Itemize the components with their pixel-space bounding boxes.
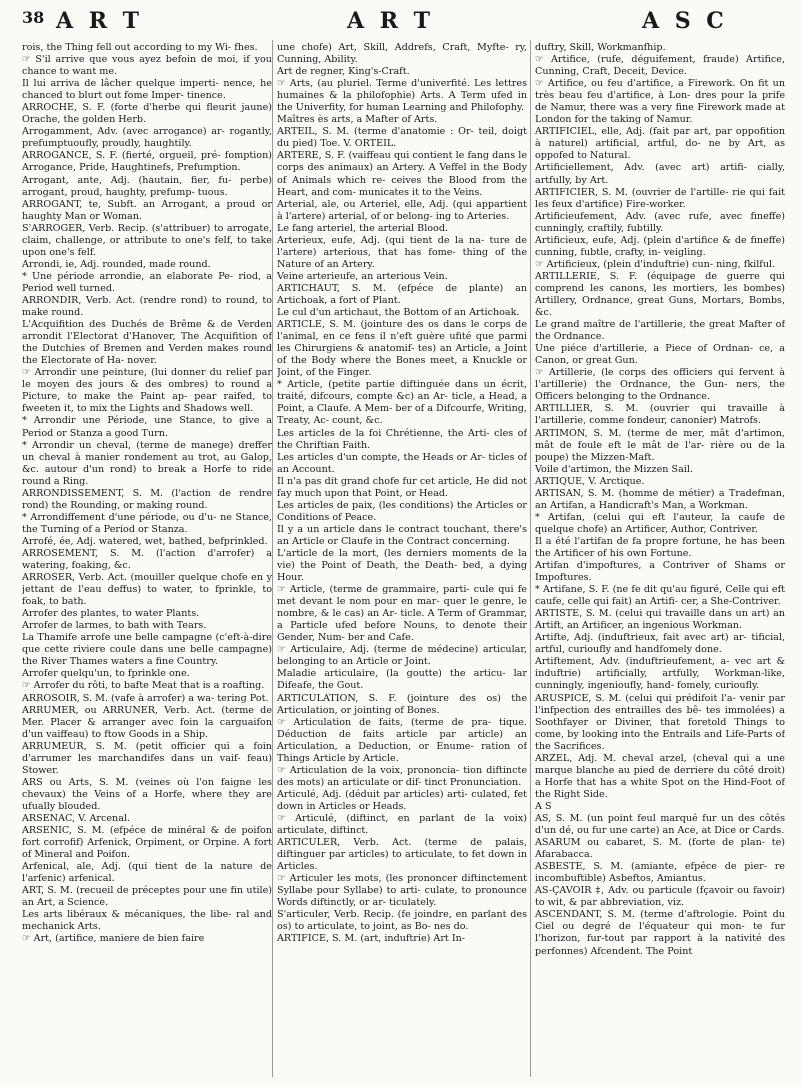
dictionary-entry: Artificieufement, Adv. (avec rufe, avec fineffe) cunningly, craftily, fubtilly. — [535, 210, 785, 234]
dictionary-entry: ☞ Arts, (au pluriel. Terme d'univerfité. Les lettres humaines & la philofophie) Arts. A Term ufed in the Univerfity, for human Learning and Philofophy. — [277, 78, 527, 114]
dictionary-entry: ARSENAC, V. Arcenal. — [22, 813, 131, 824]
dictionary-entry: Arterial, ale, ou Arteriel, elle, Adj. (qui appartient à l'artere) arterial, of or belong- ing to Arteries. — [277, 198, 527, 222]
page-number: 38 — [22, 8, 45, 27]
dictionary-entry: * Arrondir un cheval, (terme de manege) dreffer un cheval à manier rondement au trot, au Galop, &c. autour d'un rond) to break a Horfe to ride round a Ring. — [22, 439, 272, 487]
dictionary-entry: Il y a un article dans le contract touchant, there's an Article or Claufe in the Contract concerning. — [277, 523, 527, 547]
dictionary-entry: * Artifan, (celui qui eft l'auteur, la caufe de quelque chofe) an Artificer, Author, Contriver. — [535, 511, 785, 535]
dictionary-entry: ARTIMON, S. M. (terme de mer, mât d'artimon, mât de foule eft le mât de l'ar- rière ou de la poupe) the Mizzen-Maft. — [535, 427, 785, 463]
dictionary-entry: ARTERE, S. F. (vaiffeau qui contient le fang dans le corps des animaux) an Artery. A Veffel in the Body of Animals which re- ceives the Blood from the Heart, and com- municates it to the Veins. — [277, 150, 527, 198]
dictionary-entry: Art de regner, King's-Craft. — [277, 66, 410, 78]
dictionary-entry: Voile d'artimon, the Mizzen Sail. — [535, 463, 693, 475]
dictionary-entry: ARROGANCE, S. F. (fierté, orgueil, pré- fomption) Arrogance, Pride, Haughtinefs, Prefumption. — [22, 150, 272, 174]
column-divider — [272, 40, 273, 1077]
dictionary-entry: ☞ Articulaire, Adj. (terme de médecine) articular, belonging to an Article or Joint. — [277, 644, 527, 668]
dictionary-entry: ☞ Arrondir une peinture, (lui donner du relief par le moyen des jours & des ombres) to round a Picture, to make the Paint ap- pear raifed, to fweeten it, to mix the Lights and Shadows well. — [22, 367, 272, 415]
dictionary-entry: * Arrondir une Période, une Stance, to give a Period or Stanza a good Turn. — [22, 415, 272, 439]
dictionary-entry: ARROSEMENT, S. M. (l'action d'arrofer) a watering, foaking, &c. — [22, 547, 272, 572]
column-divider — [530, 40, 531, 1077]
dictionary-entry: Il a été l'artifan de fa propre fortune, he has been the Artificer of his own Fortune. — [535, 535, 785, 559]
dictionary-entry: ASBESTE, S. M. (amiante, efpéce de pier- re incombuftible) Asbeftos, Amiantus. — [535, 861, 785, 885]
dictionary-entry: Artiftement, Adv. (induftrieufement, a- vec art & induftrie) artificially, artfully, Workman-like, cunningly, ingenioufly, hand- fomely, curioufly. — [535, 656, 785, 692]
dictionary-entry: ARTIFICIER, S. M. (ouvrier de l'artille- rie qui fait les feux d'artifice) Fire-worker. — [535, 186, 785, 210]
dictionary-entry: ☞ Art, (artifice, maniere de bien faire — [22, 933, 205, 945]
dictionary-entry: * Une période arrondie, an elaborate Pe- riod, a Period well turned. — [22, 270, 272, 294]
dictionary-entry: ARTILLERIE, S. F. (équipage de guerre qui comprend les canons, les mortiers, les bombes) Artillery, Ordnance, great Guns, Mortars, Bombs, &c. — [535, 270, 785, 319]
dictionary-entry: L'article de la mort, (les derniers moments de la vie) the Point of Death, the Death- bed, a dying Hour. — [277, 547, 527, 584]
dictionary-entry: ART, S. M. (recueil de préceptes pour une fin utile) an Art, a Science. — [22, 885, 272, 909]
dictionary-entry: ARTICULER, Verb. Act. (terme de palais, diftinguer par articles) to articulate, to fet down in Articles. — [277, 837, 527, 873]
dictionary-entry: S'articuler, Verb. Recip. (fe joindre, en parlant des os) to articulate, to joint, as Bo- nes do. — [277, 909, 527, 933]
dictionary-entry: ☞ Arrofer du rôti, to bafte Meat that is a roafting. — [22, 680, 265, 692]
dictionary-entry: ARTICULATION, S. F. (jointure des os) the Articulation, or jointing of Bones. — [277, 692, 527, 716]
dictionary-entry: ARROCHE, S. F. (forte d'herbe qui fleurit jaune) Orache, the golden Herb. — [22, 102, 272, 126]
dictionary-entry: ARROGANT, te, Subft. an Arrogant, a proud or haughty Man or Woman. — [22, 198, 272, 222]
dictionary-entry: A S — [535, 800, 552, 812]
running-head-middle: A R T — [347, 8, 435, 34]
dictionary-entry: ARTEIL, S. M. (terme d'anatomie : Or- teil, doigt du pied) Toe. V. ORTEIL. — [277, 126, 527, 150]
dictionary-entry: ASCENDANT, S. M. (terme d'aftrologie. Point du Ciel ou degré de l'équateur qui mon- te fur l'horizon, fur-tout par rapport à la nativité des perfonnes) Afcendent. The Point — [535, 909, 785, 957]
dictionary-entry: Artifte, Adj. (induftrieux, fait avec art) ar- tificial, artful, curioufly and handfomely done. — [535, 632, 785, 656]
running-head-left: A R T — [56, 8, 144, 34]
dictionary-entry: ARTIQUE, V. Arctique. — [535, 475, 645, 487]
dictionary-entry: une chofe) Art, Skill, Addrefs, Craft, Myfte- ry, Cunning, Ability. — [277, 42, 527, 66]
dictionary-entry: ARTICLE, S. M. (jointure des os dans le corps de l'animal, en ce fens il n'eft guère ufité que parmi les Chirurgiens & anatomif- tes) an Article, a Joint of the Body where the Bones meet, a Knuckle or Joint, of the Finger. — [277, 319, 527, 379]
dictionary-entry: Les arts libéraux & mécaniques, the libe- ral and mechanick Arts. — [22, 909, 272, 933]
dictionary-entry: L'Acquifition des Duchés de Brême & de Verden arrondit l'Electorat d'Hanover, The Acquifition of the Dutchies of Bremen and Verden makes round the Electorate of Ha- nover. — [22, 319, 272, 367]
dictionary-entry: Arrogamment, Adv. (avec arrogance) ar- rogantly, prefumptuoufly, proudly, haughtily. — [22, 126, 272, 150]
dictionary-entry: * Article, (petite partie diftinguée dans un écrit, traité, difcours, compte &c) an Ar- ticle, a Head, a Point, a Claufe. A Mem- ber of a Difcourfe, Writing, Treaty, Ac- count, &c. — [277, 379, 527, 427]
column-3 — [535, 42, 785, 1081]
dictionary-entry: ☞ Artillerie, (le corps des officiers qui fervent à l'artillerie) the Ordnance, the Gun- ners, the Officers belonging to the Ordnance. — [535, 367, 785, 403]
dictionary-entry: S'ARROGER, Verb. Recip. (s'attribuer) to arrogate, claim, challenge, or attribute to one's felf, to take upon one's felf. — [22, 222, 272, 258]
dictionary-entry: AS-ÇAVOIR ‡, Adv. ou particule (fçavoir ou favoir) to wit, & par abbreviation, viz. — [535, 885, 785, 909]
dictionary-entry: ☞ Articuler les mots, (les prononcer diftinctement Syllabe pour Syllabe) to arti- culate, to pronounce Words diftinctly, or ar- ticulately. — [277, 873, 527, 909]
dictionary-entry: ARZEL, Adj. M. cheval arzel, (cheval qui a une marque blanche au pied de derriere du côté droit) a Horfe that has a white Spot on the Hind-Foot of the Right Side. — [535, 752, 785, 800]
dictionary-entry: Arrofer quelqu'un, to fprinkle one. — [22, 668, 190, 680]
dictionary-entry: ARROSOIR, S. M. (vafe à arrofer) a wa- tering Pot. — [22, 692, 269, 704]
dictionary-entry: Arrondi, ie, Adj. rounded, made round. — [22, 258, 211, 270]
dictionary-entry: Artifan d'impoftures, a Contriver of Shams or Impoftures. — [535, 560, 785, 584]
running-head-right: A S C — [642, 8, 728, 34]
dictionary-entry: ☞ Artifice, (rufe, déguifement, fraude) Artifice, Cunning, Craft, Deceit, Device. — [535, 54, 785, 78]
dictionary-entry: Arrofer des plantes, to water Plants. — [22, 608, 200, 620]
dictionary-entry: ARTIFICE, S. M. (art, induftrie) Art In- — [277, 933, 466, 945]
dictionary-entry: Arrofé, ée, Adj. watered, wet, bathed, befprinkled. — [22, 535, 268, 547]
dictionary-entry: La Thamife arrofe une belle campagne (c'eft-à-dire que cette riviere coule dans une belle campagne) the River Thames waters a fine Country. — [22, 632, 272, 668]
dictionary-entry: Arfenical, ale, Adj. (qui tient de la nature de l'arfenic) arfenical. — [22, 861, 272, 885]
dictionary-entry: ARSENIC, S. M. (efpéce de minéral & de poifon fort corrofif) Arfenick, Orpiment, or Orpine. A fort of Mineral and Poifon. — [22, 825, 272, 861]
dictionary-entry: ☞ Articulation de faits, (terme de pra- tique. Déduction de faits article par article) an Articulation, a Deduction, or Enume- ration of Things Article by Article. — [277, 716, 527, 764]
dictionary-entry: duftry, Skill, Workmanfhip. — [535, 42, 666, 53]
dictionary-entry: ARRONDIR, Verb. Act. (rendre rond) to round, to make round. — [22, 294, 272, 319]
dictionary-entry: Artificiellement, Adv. (avec art) artifi- cially, artfully, by Art. — [535, 162, 785, 186]
dictionary-entry: rois, the Thing fell out according to my Wi- fhes. — [22, 42, 258, 53]
dictionary-entry: ARTIFICIEL, elle, Adj. (fait par art, par oppofition à naturel) artificial, artful, do- ne by Art, as oppofed to Natural. — [535, 126, 785, 162]
dictionary-entry: Artificieux, eufe, Adj. (plein d'artifice & de fineffe) cunning, fubtle, crafty, in- veigling. — [535, 234, 785, 258]
dictionary-entry: Les articles de paix, (les conditions) the Articles or Conditions of Peace. — [277, 499, 527, 523]
dictionary-entry: Il lui arriva de lâcher quelque imperti- nence, he chanced to blurt out fome Imper- tinence. — [22, 78, 272, 102]
dictionary-entry: ARRUMER, ou ARRUNER, Verb. Act. (terme de Mer. Placer & arranger avec foin la carguaifon d'un vaiffeau) to ftow Goods in a Ship. — [22, 704, 272, 740]
dictionary-entry: ARRONDISSEMENT, S. M. (l'action de rendre rond) the Rounding, or making round. — [22, 487, 272, 511]
dictionary-entry: Les articles d'un compte, the Heads or Ar- ticles of an Account. — [277, 451, 527, 475]
dictionary-entry: Les articles de la foi Chrétienne, the Arti- cles of the Chriftian Faith. — [277, 427, 527, 451]
dictionary-entry: ARTISAN, S. M. (homme de métier) a Tradefman, an Artifan, a Handicraft's Man, a Workman. — [535, 487, 785, 511]
column-1 — [22, 42, 272, 1081]
dictionary-entry: Le grand maître de l'artillerie, the great Mafter of the Ordnance. — [535, 319, 785, 343]
dictionary-entry: Arrofer de larmes, to bath with Tears. — [22, 620, 207, 632]
dictionary-entry: AS, S. M. (un point feul marqué fur un des côtés d'un dé, ou fur une carte) an Ace, at Dice or Cards. — [535, 813, 785, 837]
dictionary-entry: Veine arterieufe, an arterious Vein. — [277, 270, 448, 282]
dictionary-entry: Maladie articulaire, (la goutte) the articu- lar Difeafe, the Gout. — [277, 668, 527, 692]
dictionary-entry: ☞ Articulation de la voix, prononcia- tion diftincte des mots) an articulate or dif- tinct Pronunciation. — [277, 764, 527, 788]
dictionary-entry: ARTILLIER, S. M. (ouvrier qui travaille à l'artillerie, comme fondeur, canonier) Matrofs. — [535, 403, 785, 427]
dictionary-entry: Il n'a pas dit grand chofe fur cet article, He did not fay much upon that Point, or Head. — [277, 475, 527, 499]
dictionary-entry: ☞ Artificieux, (plein d'induftrie) cun- ning, fkilful. — [535, 258, 776, 270]
dictionary-entry: ARS ou Arts, S. M. (veines où l'on faigne les chevaux) the Veins of a Horfe, where they are ufually blouded. — [22, 776, 272, 812]
column-2 — [277, 42, 527, 1081]
dictionary-entry: Arrogant, ante, Adj. (hautain, fier, fu- perbe) arrogant, proud, haughty, prefump- tuous. — [22, 174, 272, 198]
dictionary-entry: ☞ Articulé, (diftinct, en parlant de la voix) articulate, diftinct. — [277, 813, 527, 837]
dictionary-entry: Maîtres ès arts, a Mafter of Arts. — [277, 114, 438, 126]
dictionary-entry: Le fang arteriel, the arterial Blood. — [277, 222, 449, 234]
dictionary-entry: ARTISTE, S. M. (celui qui travaille dans un art) an Artift, an Artificer, an ingenious Workman. — [535, 608, 785, 632]
dictionary-entry: ☞ Artifice, ou feu d'artifice, a Firework. On fit un très beau feu d'artifice, à Lon- dres pour la prife de Namur, there was a very fine Firework made at London for the taking of Namur. — [535, 78, 785, 126]
dictionary-entry: ASARUM ou cabaret, S. M. (forte de plan- te) Afarabacca. — [535, 837, 785, 861]
dictionary-entry: * Artifane, S. F. (ne fe dit qu'au figuré, Celle qui eft caufe, celle qui fait) an Artifi- cer, a She-Contriver. — [535, 584, 785, 608]
dictionary-entry: ARTICHAUT, S. M. (efpéce de plante) an Artichoak, a fort of Plant. — [277, 282, 527, 306]
dictionary-entry: Une piéce d'artillerie, a Piece of Ordnan- ce, a Canon, or great Gun. — [535, 343, 785, 367]
dictionary-entry: * Arrondiffement d'une période, ou d'u- ne Stance, the Turning of a Period or Stanza. — [22, 511, 272, 535]
dictionary-entry: ARRUMEUR, S. M. (petit officier qui a foin d'arrumer les marchandifes dans un vaif- feau) Stower. — [22, 740, 272, 776]
dictionary-entry: ARROSER, Verb. Act. (mouiller quelque chofe en y jettant de l'eau deffus) to water, to fprinkle, to foak, to bath. — [22, 572, 272, 608]
page-header — [22, 8, 782, 36]
dictionary-entry: Articulé, Adj. (déduit par articles) arti- culated, fet down in Articles or Heads. — [277, 788, 527, 812]
dictionary-entry: Arterieux, eufe, Adj. (qui tient de la na- ture de l'artere) arterious, that has fome- thing of the Nature of an Artery. — [277, 234, 527, 270]
dictionary-entry: ☞ Article, (terme de grammaire, parti- cule qui fe met devant le nom pour en mar- quer le genre, le nombre, & le cas) an Ar- ticle. A Term of Grammar, a Particle ufed before Nouns, to denote their Gender, Num- ber and Cafe. — [277, 584, 527, 644]
dictionary-entry: ARUSPICE, S. M. (celui qui prédifoit l'a- venir par l'infpection des entrailles des bê- tes immolées) a Soothfayer or Diviner, that foretold Things to come, by looking into the Entrails and Life-Parts of the Sacrifices. — [535, 692, 785, 752]
dictionary-entry: Le cul d'un artichaut, the Bottom of an Artichoak. — [277, 307, 520, 319]
dictionary-entry: ☞ S'il arrive que vous ayez befoin de moi, if you chance to want me. — [22, 54, 272, 78]
